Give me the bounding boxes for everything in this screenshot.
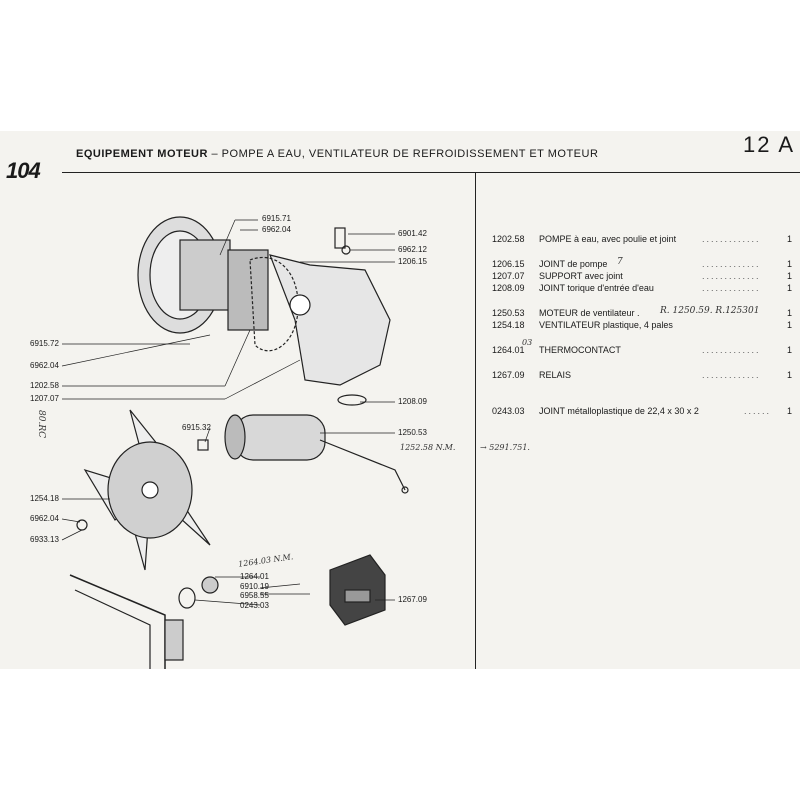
model-number: 104 (6, 158, 40, 183)
diagram-label-1250-53: 1250.53 (398, 428, 427, 437)
page-title: EQUIPEMENT MOTEUR – POMPE A EAU, VENTILATEUR DE REFROIDISSEMENT ET MOTEUR (76, 148, 599, 160)
diagram-label-6962-12: 6962.12 (398, 245, 427, 254)
o-ring (338, 395, 366, 405)
page-number: 12 A (743, 132, 796, 157)
diagram-label-6962-04: 6962.04 (262, 225, 291, 234)
parts-row: 1207.07 SUPPORT avec joint ............. 1 (492, 271, 792, 281)
radiator (70, 575, 165, 669)
handwritten-note-motor-ref: 1252.58 N.M. (400, 443, 456, 452)
parts-row: 1206.15 JOINT de pompe 7 ............. 1 (492, 257, 792, 269)
pump-flange (228, 250, 268, 330)
diagram-label-1264-01: 1264.01 (240, 572, 269, 581)
thermocontact (202, 577, 218, 593)
handwritten-note-arrow-ref: → 5291.751. (480, 443, 530, 452)
diagram-label-1254-18: 1254.18 (30, 494, 59, 503)
diagram-label-1267-09: 1267.09 (398, 595, 427, 604)
margin-note: 80.RC (36, 410, 46, 438)
handwritten-motor-note: R. 1250.59. R.125301 (660, 306, 760, 316)
diagram-label-0243-03: 0243.03 (240, 601, 269, 610)
parts-row: 1254.18 VENTILATEUR plastique, 4 pales 1 (492, 320, 792, 330)
diagram-label-6962-04: 6962.04 (30, 514, 59, 523)
diagram-label-6910-19: 6910.19 (240, 582, 269, 591)
parts-row: 0243.03 JOINT métalloplastique de 22,4 x 30 x 2 ...... 1 (492, 406, 792, 416)
fan-motor (235, 415, 325, 460)
diagram-label-6933-13: 6933.13 (30, 535, 59, 544)
diagram-label-6915-71: 6915.71 (262, 214, 291, 223)
pump-shaft-housing (180, 240, 230, 310)
parts-row: 1250.53 MOTEUR de ventilateur . R. 1250.59. R.125301 1 (492, 306, 792, 318)
water-pump-support (270, 255, 390, 385)
parts-row: 1267.09 RELAIS ............. 1 (492, 370, 792, 380)
diagram-label-1206-15: 1206.15 (398, 257, 427, 266)
diagram-label-1208-09: 1208.09 (398, 397, 427, 406)
parts-row: 1208.09 JOINT torique d'entrée d'eau ............. 1 (492, 283, 792, 293)
bolt-6901 (335, 228, 345, 248)
diagram-label-1202-58: 1202.58 (30, 381, 59, 390)
diagram-label-6962-04: 6962.04 (30, 361, 59, 370)
parts-row: 1264.01 03 THERMOCONTACT ............. 1 (492, 338, 792, 355)
diagram-label-6915-72: 6915.72 (30, 339, 59, 348)
screw-6915-32 (198, 440, 208, 450)
handwritten-mark: 7 (617, 257, 623, 267)
diagram-label-6901-42: 6901.42 (398, 229, 427, 238)
seal-0243 (179, 588, 195, 608)
handwritten-correction: 03 (522, 338, 533, 347)
diagram-label-1207-07: 1207.07 (30, 394, 59, 403)
diagram-label-6958-55: 6958.55 (240, 591, 269, 600)
diagram-label-6915-32: 6915.32 (182, 423, 211, 432)
parts-row: 1202.58 POMPE à eau, avec poulie et joint ............. 1 (492, 234, 792, 244)
handwritten-note-thermo: 1264.03 N.M. (237, 552, 294, 569)
